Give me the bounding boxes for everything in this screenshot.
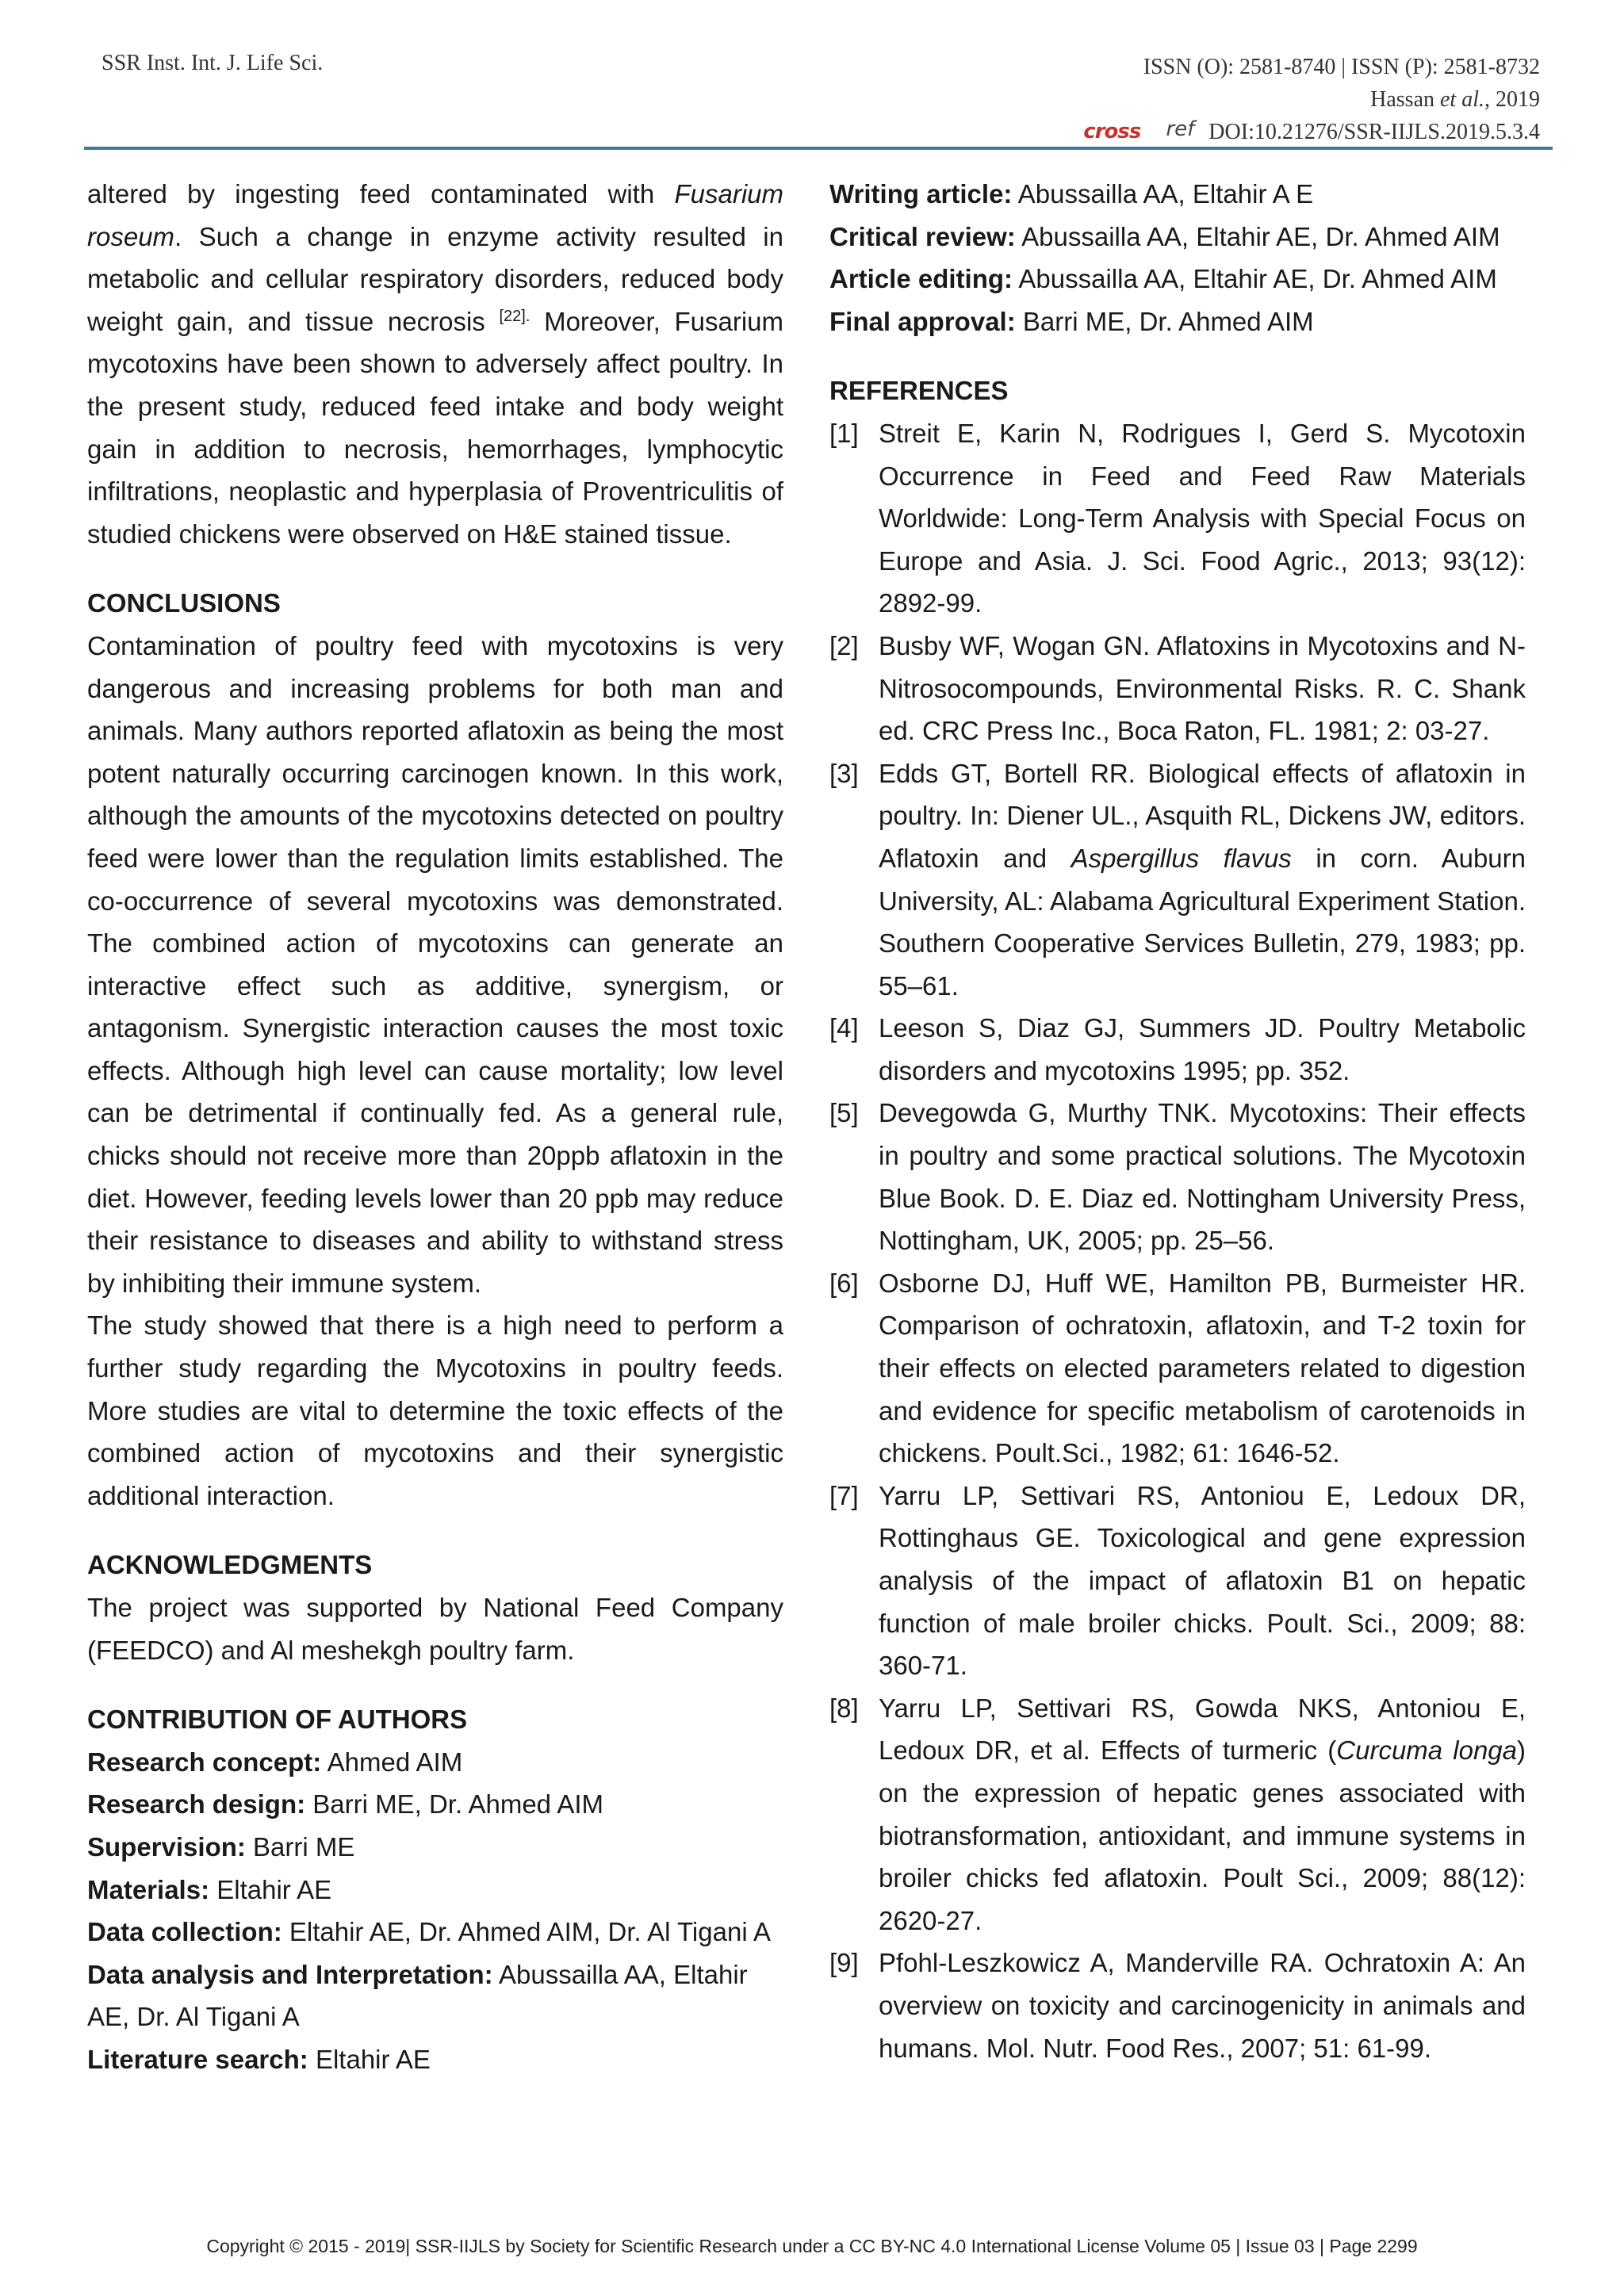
conclusions-paragraph-2: The study showed that there is a high need to perform a further study regarding the Mycotoxins in poultry feeds. More studies are vital to determine the toxic effects of the combined action of mycotoxins and their synergistic additional interaction. xyxy=(87,1311,783,1510)
acknowledgments-text: The project was supported by National Feed Company (FEEDCO) and Al meshekgh poultry farm. xyxy=(87,1593,783,1665)
author-line: Hassan et al., 2019 xyxy=(1370,87,1540,112)
italic-species: Fusarium roseum xyxy=(87,179,783,251)
contribution-item: Research design: Barri ME, Dr. Ahmed AIM xyxy=(87,1789,604,1820)
discussion-paragraph: altered by ingesting feed contaminated with Fusarium roseum. Such a change in enzyme activity resulted in metabolic and cellular respiratory disorders, reduced body weight gain, and tissue necrosis $^{[22].}$ Moreover, Fusarium mycotoxins have been shown to adversely affect poultry. In the present study, reduced feed intake and body weight gain in addition to necrosis, hemorrhages, lymphocytic infiltrations, neoplastic and hyperplasia of Proventriculitis of studied chickens were observed on H&E stained tissue. xyxy=(87,179,784,549)
doi-text[interactable]: DOI:10.21276/SSR-IIJLS.2019.5.3.4 xyxy=(1208,120,1540,144)
reference-item: [1] Streit E, Karin N, Rodrigues I, Gerd S. Mycotoxin Occurrence in Feed and Feed Raw Materials Worldwide: Long-Term Analysis with Special Focus on Europe and Asia. J. Sci. Food Agric., 2013; 93(12): 2892-99. xyxy=(829,418,1526,618)
contribution-list xyxy=(87,1741,783,2081)
header-meta xyxy=(1083,51,1540,148)
issn-line: ISSN (O): 2581-8740 | ISSN (P): 2581-8732 xyxy=(1143,55,1540,79)
reference-item: [9] Pfohl-Leszkowicz A, Manderville RA. Ochratoxin A: An overview on toxicity and carcinogenicity in animals and humans. Mol. Nutr. Food Res., 2007; 51: 61-99. xyxy=(829,1948,1526,2063)
contribution-item: Critical review: Abussailla AA, Eltahir AE, Dr. Ahmed AIM xyxy=(829,221,1500,251)
conclusions-heading: CONCLUSIONS xyxy=(87,588,281,618)
doi-line xyxy=(1083,116,1540,148)
contribution-list-continued xyxy=(829,173,1526,342)
header-divider xyxy=(84,147,1553,150)
references-heading: REFERENCES xyxy=(829,376,1009,406)
left-column xyxy=(87,173,783,2081)
citation-22[interactable]: [22]. xyxy=(499,307,530,325)
conclusions-paragraph-1: Contamination of poultry feed with mycotoxins is very dangerous and increasing problems for both man and animals. Many authors reported aflatoxin as being the most potent naturally occurring carcinogen known. In this work, although the amounts of the mycotoxins detected on poultry feed were lower than the regulation limits established. The co-occurrence of several mycotoxins was demonstrated. The combined action of mycotoxins can generate an interactive effect such as additive, synergism, or antagonism. Synergistic interaction causes the most toxic effects. Although high level can cause mortality; low level can be detrimental if continually fed. As a general rule, chicks should not receive more than 20ppb aflatoxin in the diet. However, feeding levels lower than 20 ppb may reduce their resistance to diseases and ability to withstand stress by inhibiting their immune system. xyxy=(87,630,783,1298)
reference-item: [7] Yarru LP, Settivari RS, Antoniou E, Ledoux DR, Rottinghaus GE. Toxicological and gene expression analysis of the impact of aflatoxin B1 on hepatic function of male broiler chicks. Poult. Sci., 2009; 88: 360-71. xyxy=(829,1480,1526,1681)
crossref-logo: cross ref xyxy=(1083,117,1195,144)
contribution-item: Research concept: Ahmed AIM xyxy=(87,1747,463,1777)
reference-item: [8] Yarru LP, Settivari RS, Gowda NKS, Antoniou E, Ledoux DR, et al. Effects of turmeric (Curcuma longa) on the expression of hepatic genes associated with biotransformation, antioxidant, and immune systems in broiler chicks fed aflatoxin. Poult Sci., 2009; 88(12): 2620-27. xyxy=(829,1693,1526,1935)
contribution-item: Final approval: Barri ME, Dr. Ahmed AIM xyxy=(829,306,1314,336)
reference-item: [5] Devegowda G, Murthy TNK. Mycotoxins: Their effects in poultry and some practical solutions. The Mycotoxin Blue Book. D. E. Diaz ed. Nottingham University Press, Nottingham, UK, 2005; pp. 25–56. xyxy=(829,1098,1526,1256)
contribution-item: Literature search: Eltahir AE xyxy=(87,2044,431,2074)
reference-item: [2] Busby WF, Wogan GN. Aflatoxins in Mycotoxins and N-Nitrosocompounds, Environmental Risks. R. C. Shank ed. CRC Press Inc., Boca Raton, FL. 1981; 2: 03-27. xyxy=(829,630,1526,746)
reference-item: [6] Osborne DJ, Huff WE, Hamilton PB, Burmeister HR. Comparison of ochratoxin, aflatoxin, and T-2 toxin for their effects on elected parameters related to digestion and evidence for specific metabolism of carotenoids in chickens. Poult.Sci., 1982; 61: 1646-52. xyxy=(829,1268,1526,1468)
reference-list xyxy=(829,412,1526,2069)
reference-item: [3] Edds GT, Bortell RR. Biological effects of aflatoxin in poultry. In: Diener UL., Asquith RL, Dickens JW, editors. Aflatoxin and Aspergillus flavus in corn. Auburn University, AL: Alabama Agricultural Experiment Station. Southern Cooperative Services Bulletin, 279, 1983; pp. 55–61. xyxy=(829,758,1526,1001)
contribution-item: Writing article: Abussailla AA, Eltahir A E xyxy=(829,179,1314,209)
author-etal: et al. xyxy=(1440,87,1484,112)
page-footer: Copyright © 2015 - 2019| SSR-IIJLS by Society for Scientific Research under a CC BY-NC 4.0 International License Volume 05 | Issue 03 | Page 2299 xyxy=(206,2236,1418,2256)
acknowledgments-heading: ACKNOWLEDGMENTS xyxy=(87,1550,373,1580)
contribution-item: Data collection: Eltahir AE, Dr. Ahmed AIM, Dr. Al Tigani A xyxy=(87,1917,772,1947)
contribution-item: Materials: Eltahir AE xyxy=(87,1874,332,1904)
contribution-heading: CONTRIBUTION OF AUTHORS xyxy=(87,1705,468,1735)
contribution-item: Article editing: Abussailla AA, Eltahir AE, Dr. Ahmed AIM xyxy=(829,264,1497,294)
contribution-item: Supervision: Barri ME xyxy=(87,1831,355,1862)
contribution-item: Data analysis and Interpretation: Abussailla AA, Eltahir AE, Dr. Al Tigani A xyxy=(87,1959,748,2032)
right-column xyxy=(829,173,1526,2069)
reference-item: [4] Leeson S, Diaz GJ, Summers JD. Poultry Metabolic disorders and mycotoxins 1995; pp. 352. xyxy=(829,1013,1526,1085)
journal-name: SSR Inst. Int. J. Life Sci. xyxy=(102,51,324,75)
